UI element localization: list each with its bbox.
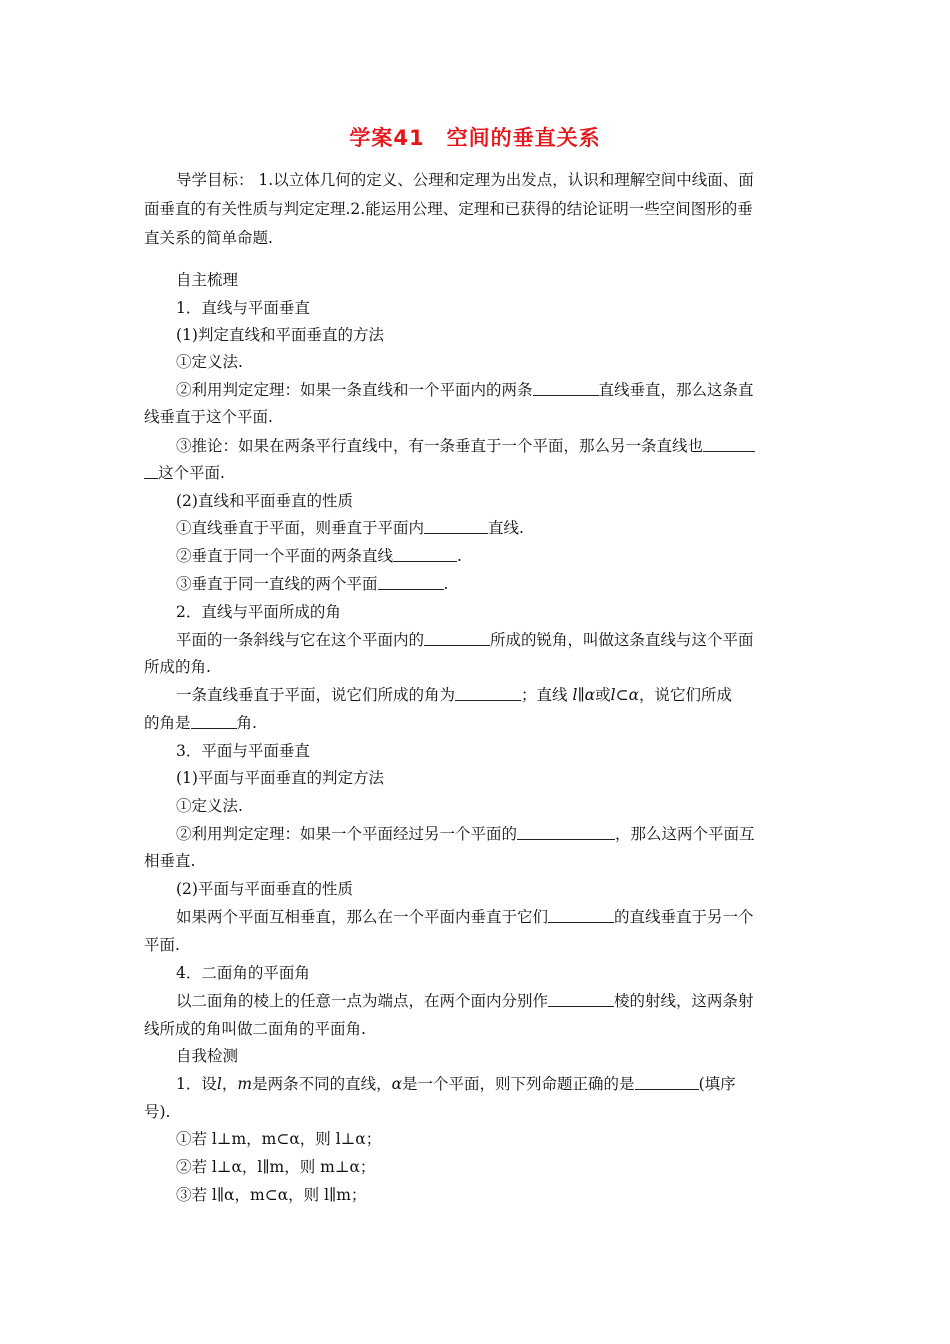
text: ③推论：如果在两条平行直线中，有一条垂直于一个平面，那么另一条直线也 [176, 437, 704, 455]
text: ；直线 [521, 686, 568, 704]
option-3: ③若 l∥α，m⊂α，则 l∥m； [176, 1186, 367, 1204]
answer-blank[interactable] [635, 1074, 699, 1090]
text: 的角是 [144, 714, 191, 732]
math-l: l [216, 1075, 222, 1093]
answer-blank[interactable] [424, 518, 488, 534]
text: 是两条不同的直线， [252, 1075, 392, 1093]
text: 如果两个平面互相垂直，那么在一个平面内垂直于它们 [176, 908, 549, 926]
answer-blank[interactable] [424, 630, 490, 646]
subheading-1-1: (1)判定直线和平面垂直的方法 [176, 326, 384, 344]
item-property-1 [176, 518, 524, 538]
item-definition-method: ①定义法. [176, 353, 243, 371]
text: 直线. [488, 519, 524, 537]
subheading-3-2: (2)平面与平面垂直的性质 [176, 880, 353, 898]
section-heading-jiance: 自我检测 [176, 1047, 239, 1065]
math-alpha: α [391, 1075, 403, 1093]
text-line [176, 685, 732, 705]
answer-blank[interactable] [191, 713, 237, 729]
objective-line-1: 导学目标： 1.以立体几何的定义、公理和定理为出发点，认识和理解空间中线面、面 [176, 171, 754, 189]
text-line: 线所成的角叫做二面角的平面角. [144, 1020, 366, 1038]
answer-blank[interactable] [144, 463, 158, 479]
text: . [443, 575, 449, 593]
item-judgment-theorem [176, 380, 754, 400]
text: 是一个平面，则下列命题正确的是 [402, 1075, 635, 1093]
text: 直线垂直，那么这条直 [598, 381, 754, 399]
objective-line-2: 面垂直的有关性质与判定定理.2.能运用公理、定理和已获得的结论证明一些空间图形的垂 [144, 200, 753, 218]
question-1 [176, 1074, 736, 1094]
math-m: m [237, 1075, 253, 1093]
text: 的直线垂直于另一个 [614, 908, 754, 926]
text: ①直线垂直于平面，则垂直于平面内 [176, 519, 425, 537]
item-property-3 [176, 574, 448, 594]
objective-line-3: 直关系的简单命题. [144, 229, 273, 247]
text: 1．设 [176, 1075, 217, 1093]
text: (填序 [698, 1075, 736, 1093]
text-line [176, 907, 754, 927]
text: 所成的锐角，叫做这条直线与这个平面 [490, 631, 754, 649]
item-definition-method: ①定义法. [176, 797, 243, 815]
option-1: ①若 l⊥m，m⊂α，则 l⊥α； [176, 1130, 382, 1148]
text-line: 号). [144, 1103, 171, 1121]
text-line: 线垂直于这个平面. [144, 408, 273, 426]
text-line [144, 463, 225, 483]
heading-3: 3．平面与平面垂直 [176, 742, 310, 760]
subheading-3-1: (1)平面与平面垂直的判定方法 [176, 769, 384, 787]
math-alpha: α [628, 686, 640, 704]
text: . [457, 547, 462, 565]
text: ， [221, 1075, 238, 1093]
text: ，那么这两个平面互 [615, 825, 755, 843]
text: ②利用判定定理：如果一个平面经过另一个平面的 [176, 825, 518, 843]
text-line [176, 991, 754, 1011]
math-l: l [610, 686, 616, 704]
answer-blank[interactable] [548, 907, 614, 923]
math-l: l [572, 686, 578, 704]
item-judgment-theorem [176, 824, 755, 844]
subset-symbol: ⊂ [615, 686, 629, 704]
answer-blank[interactable] [548, 991, 614, 1007]
text: ②垂直于同一个平面的两条直线 [176, 547, 394, 565]
text: ②利用判定定理：如果一条直线和一个平面内的两条 [176, 381, 533, 399]
answer-blank[interactable] [393, 546, 457, 562]
math-alpha: α [584, 686, 596, 704]
text: 这个平面. [158, 464, 225, 482]
text-line: 所成的角. [144, 658, 211, 676]
heading-2: 2．直线与平面所成的角 [176, 603, 341, 621]
text: 角. [236, 714, 257, 732]
text-line [176, 630, 754, 650]
parallel-symbol: ∥ [577, 686, 585, 704]
text: 一条直线垂直于平面，说它们所成的角为 [176, 686, 456, 704]
item-property-2 [176, 546, 462, 566]
text-line [144, 713, 257, 733]
heading-4: 4．二面角的平面角 [176, 964, 310, 982]
text-line: 相垂直. [144, 852, 196, 870]
text: 或 [595, 686, 611, 704]
page-title: 学案41 空间的垂直关系 [349, 126, 601, 150]
item-corollary [176, 436, 755, 456]
text: 棱的射线，这两条射 [614, 992, 754, 1010]
text: ，说它们所成 [639, 686, 733, 704]
answer-blank[interactable] [533, 380, 599, 396]
answer-blank[interactable] [517, 824, 615, 840]
text: 平面的一条斜线与它在这个平面内的 [176, 631, 425, 649]
text-line: 平面. [144, 936, 180, 954]
answer-blank[interactable] [455, 685, 521, 701]
subheading-1-2: (2)直线和平面垂直的性质 [176, 492, 353, 510]
option-2: ②若 l⊥α，l∥m，则 m⊥α； [176, 1158, 376, 1176]
answer-blank[interactable] [378, 574, 444, 590]
section-heading-zizhu: 自主梳理 [176, 271, 239, 289]
text: 以二面角的棱上的任意一点为端点，在两个面内分别作 [176, 992, 549, 1010]
text: ③垂直于同一直线的两个平面 [176, 575, 378, 593]
answer-blank[interactable] [703, 436, 755, 452]
heading-1: 1．直线与平面垂直 [176, 299, 310, 317]
